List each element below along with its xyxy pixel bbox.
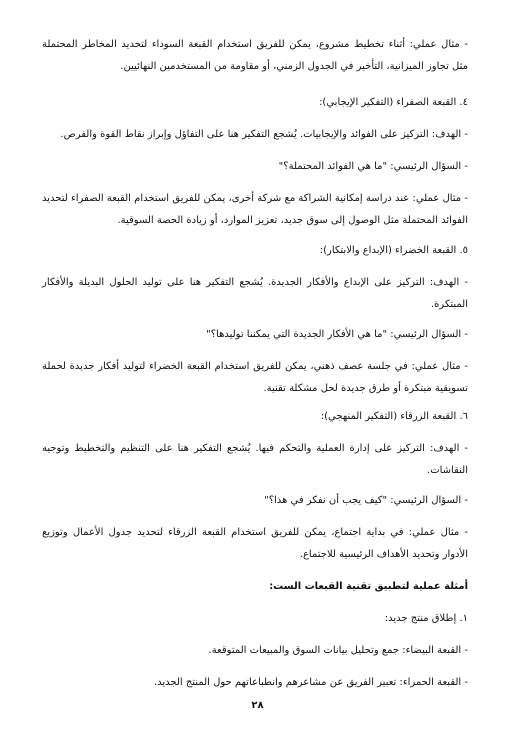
practical-examples-heading: أمثلة عملية لتطبيق تقنية القبعات الست:	[269, 581, 468, 592]
blue-hat-example: - مثال عملي: في بداية اجتماع، يمكن للفريق استخدام القبعة الزرقاء لتحديد جدول الأعمال وتوزيع الأدوار وتحديد الأهداف الرئيسية للاجتماع.	[42, 527, 468, 560]
page-number: ٢٨	[251, 700, 264, 711]
blue-hat-question: - السؤال الرئيسي: "كيف يجب أن نفكر في هذا؟"	[264, 495, 468, 506]
yellow-hat-goal: - الهدف: التركيز على الفوائد والإيجابيات. يُشجع التفكير هنا على التفاؤل وإبراز نقاط القوة والفرص.	[60, 129, 468, 140]
blue-hat-goal: - الهدف: التركيز على إدارة العملية والتحكم فيها. يُشجع التفكير هنا على التنظيم والتخطيط وتوجيه النقاشات.	[42, 443, 468, 476]
green-hat-heading: ٥. القبعة الخضراء (الإبداع والابتكار):	[319, 245, 468, 256]
green-hat-goal: - الهدف: التركيز على الإبداع والأفكار الجديدة. يُشجع التفكير هنا على توليد الحلول البديلة والأفكار المبتكرة.	[42, 277, 468, 310]
green-hat-question: - السؤال الرئيسي: "ما هي الأفكار الجديدة التي يمكننا توليدها؟"	[206, 329, 468, 340]
blue-hat-heading: ٦. القبعة الزرقاء (التفكير المنهجي):	[320, 411, 468, 422]
new-product-launch-item: ١. إطلاق منتج جديد:	[384, 613, 468, 624]
red-hat-step: - القبعة الحمراء: تعبير الفريق عن مشاعرهم وانطباعاتهم حول المنتج الجديد.	[153, 677, 468, 688]
yellow-hat-example: - مثال عملي: عند دراسة إمكانية الشراكة مع شركة أخرى، يمكن للفريق استخدام القبعة الصفراء لتحديد الفوائد المحتملة مثل الوصول إلى سوق جديد، تعزيز الموارد، أو زيادة الحصة السوقية.	[42, 193, 468, 226]
black-hat-example-paragraph: - مثال عملي: أثناء تخطيط مشروع، يمكن للفريق استخدام القبعة السوداء لتحديد المخاطر المحتملة مثل تجاوز الميزانية، التأخير في الجدول الزمني، أو مقاومة من المستخدمين النهائيين.	[42, 39, 468, 72]
yellow-hat-heading: ٤. القبعة الصفراء (التفكير الإيجابي):	[319, 97, 468, 108]
yellow-hat-question: - السؤال الرئيسي: "ما هي الفوائد المحتملة؟"	[278, 161, 468, 172]
green-hat-example: - مثال عملي: في جلسة عصف ذهني، يمكن للفريق استخدام القبعة الخضراء لتوليد أفكار جديدة لحملة تسويقية مبتكرة أو طرق جديدة لحل مشكلة تقنية.	[42, 361, 468, 394]
white-hat-step: - القبعة البيضاء: جمع وتحليل بيانات السوق والمبيعات المتوقعة.	[208, 645, 468, 656]
